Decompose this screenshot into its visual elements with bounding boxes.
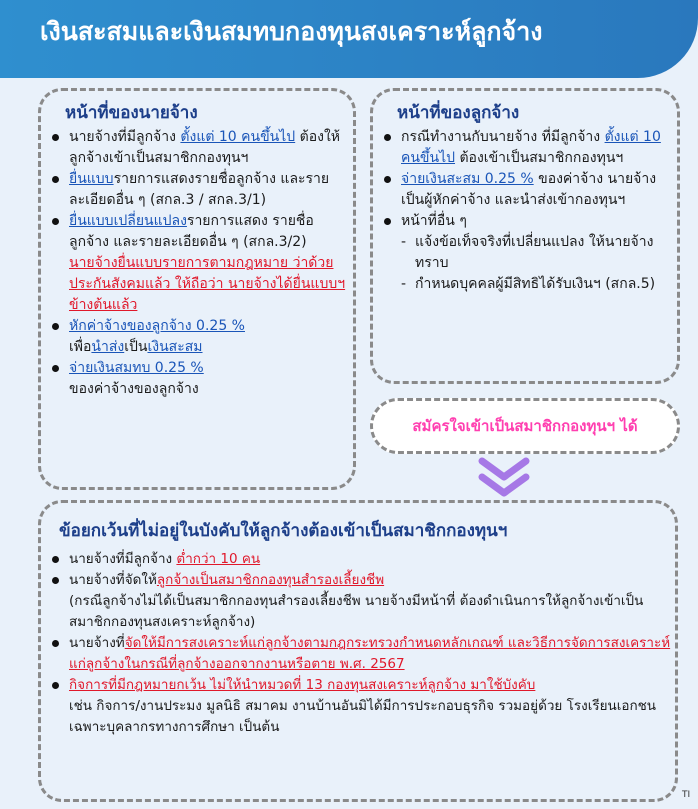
bullet-icon (384, 176, 391, 183)
deduct-wage-link[interactable]: หักค่าจ้างของลูกจ้าง 0.25 % (69, 318, 245, 334)
exemptions-list (49, 549, 675, 738)
list-item: นายจ้างที่มีลูกจ้าง ต่ำกว่า 10 คน (49, 549, 675, 570)
bullet-icon (52, 577, 59, 584)
list-item: นายจ้างที่จัดให้ลูกจ้างเป็นสมาชิกกองทุนสำรองเลี้ยงชีพ (กรณีลูกจ้างไม่ได้เป็นสมาชิกกองทุนสำรองเลี้ยงชีพ นายจ้างมีหน้าที่ ต้องดำเนินการให้ลูกจ้างเข้าเป็นสมาชิกกองทุนสงเคราะห์ลูกจ้าง) (49, 570, 675, 633)
exemptions-panel (38, 500, 678, 802)
bullet-icon (52, 134, 59, 141)
fewer-than-10-link[interactable]: ต่ำกว่า 10 คน (176, 551, 261, 567)
bullet-icon (52, 218, 59, 225)
bullet-icon (52, 365, 59, 372)
list-item: หน้าที่อื่น ๆ - แจ้งข้อเท็จจริงที่เปลี่ยนแปลง ให้นายจ้างทราบ - กำหนดบุคคลผู้มีสิทธิได้รับเงินฯ (สกล.5) (381, 211, 671, 295)
social-security-note[interactable]: นายจ้างยื่นแบบรายการตามกฎหมาย ว่าด้วยประกันสังคมแล้ว ให้ถือว่า นายจ้างได้ยื่นแบบฯ ข้างต้นแล้ว (69, 255, 346, 313)
pay-savings-link[interactable]: จ่ายเงินสะสม 0.25 % (401, 171, 534, 187)
exempt-business-link[interactable]: กิจการที่มีกฎหมายกเว้น ไม่ให้นำหมวดที่ 13 กองทุนสงเคราะห์ลูกจ้าง มาใช้บังคับ (69, 677, 536, 693)
threshold-link[interactable]: ตั้งแต่ 10 คนขึ้นไป (401, 129, 661, 166)
list-item: จ่ายเงินสมทบ 0.25 % ของค่าจ้างของลูกจ้าง (49, 358, 349, 400)
employer-duties-heading: หน้าที่ของนายจ้าง (65, 103, 198, 123)
employee-duties-heading: หน้าที่ของลูกจ้าง (397, 103, 520, 123)
employee-duties-panel (370, 88, 680, 384)
employee-duties-list (381, 127, 671, 295)
bullet-icon (52, 640, 59, 647)
voluntary-join-badge: สมัครใจเข้าเป็นสมาชิกกองทุนฯ ได้ (370, 398, 680, 454)
list-item: ยื่นแบบรายการแสดงรายชื่อลูกจ้าง และรายละเอียดอื่น ๆ (สกล.3 / สกล.3/1) (49, 169, 349, 211)
list-item: นายจ้างที่จัดให้มีการสงเคราะห์แก่ลูกจ้างตามกฎกระทรวงกำหนดหลักเกณฑ์ และวิธีการจัดการสงเคราะห์แก่ลูกจ้างในกรณีที่ลูกจ้างออกจากงานหรือตาย พ.ศ. 2567 (49, 633, 675, 675)
exemptions-heading: ข้อยกเว้นที่ไม่อยู่ในบังคับให้ลูกจ้างต้องเข้าเป็นสมาชิกกองทุนฯ (59, 521, 508, 541)
sub-item: - แจ้งข้อเท็จจริงที่เปลี่ยนแปลง ให้นายจ้างทราบ (401, 234, 654, 271)
savings-link[interactable]: เงินสะสม (147, 339, 203, 355)
employer-duties-list (49, 127, 349, 400)
remit-link[interactable]: นำส่ง (91, 339, 125, 355)
bullet-icon (52, 682, 59, 689)
list-item: หักค่าจ้างของลูกจ้าง 0.25 % เพื่อนำส่งเป็นเงินสะสม (49, 316, 349, 358)
bullet-icon (384, 134, 391, 141)
threshold-link[interactable]: ตั้งแต่ 10 คนขึ้นไป (180, 129, 296, 145)
ministerial-regulation-link[interactable]: จัดให้มีการสงเคราะห์แก่ลูกจ้างตามกฎกระทรวงกำหนดหลักเกณฑ์ และวิธีการจัดการสงเคราะห์แก่ลูกจ้างในกรณีที่ลูกจ้างออกจากงานหรือตาย พ.ศ. 2567 (69, 635, 671, 672)
bullet-icon (52, 176, 59, 183)
title-banner (0, 0, 698, 78)
bullet-icon (52, 323, 59, 330)
edge-mark: TI (682, 790, 691, 800)
employer-duties-panel (38, 88, 356, 490)
bullet-icon (384, 218, 391, 225)
provident-fund-link[interactable]: ลูกจ้างเป็นสมาชิกกองทุนสำรองเลี้ยงชีพ (156, 572, 385, 588)
list-item: จ่ายเงินสะสม 0.25 % ของค่าจ้าง นายจ้างเป็นผู้หักค่าจ้าง และนำส่งเข้ากองทุนฯ (381, 169, 671, 211)
contribution-link[interactable]: จ่ายเงินสมทบ 0.25 % (69, 360, 204, 376)
list-item: นายจ้างที่มีลูกจ้าง ตั้งแต่ 10 คนขึ้นไป ต้องให้ลูกจ้างเข้าเป็นสมาชิกกองทุนฯ (49, 127, 349, 169)
double-chevron-down-icon (474, 455, 534, 501)
sub-item: - กำหนดบุคคลผู้มีสิทธิได้รับเงินฯ (สกล.5) (401, 276, 656, 292)
bullet-icon (52, 556, 59, 563)
list-item: กรณีทำงานกับนายจ้าง ที่มีลูกจ้าง ตั้งแต่ 10 คนขึ้นไป ต้องเข้าเป็นสมาชิกกองทุนฯ (381, 127, 671, 169)
submit-change-form-link[interactable]: ยื่นแบบเปลี่ยนแปลง (69, 213, 187, 229)
list-item: กิจการที่มีกฎหมายกเว้น ไม่ให้นำหมวดที่ 13 กองทุนสงเคราะห์ลูกจ้าง มาใช้บังคับ เช่น กิจการ/งานประมง มูลนิธิ สมาคม งานบ้านอันมิได้มีการประกอบธุรกิจ รวมอยู่ด้วย โรงเรียนเอกชนเฉพาะบุคลากรทางการศึกษา เป็นต้น (49, 675, 675, 738)
list-item: ยื่นแบบเปลี่ยนแปลงรายการแสดง รายชื่อลูกจ้าง และรายละเอียดอื่น ๆ (สกล.3/2) นายจ้างยื่นแบบรายการตามกฎหมาย ว่าด้วยประกันสังคมแล้ว ให้ถือว่า นายจ้างได้ยื่นแบบฯ ข้างต้นแล้ว (49, 211, 349, 316)
page-title: เงินสะสมและเงินสมทบกองทุนสงเคราะห์ลูกจ้าง (40, 17, 543, 46)
submit-form-link[interactable]: ยื่นแบบ (69, 171, 114, 187)
